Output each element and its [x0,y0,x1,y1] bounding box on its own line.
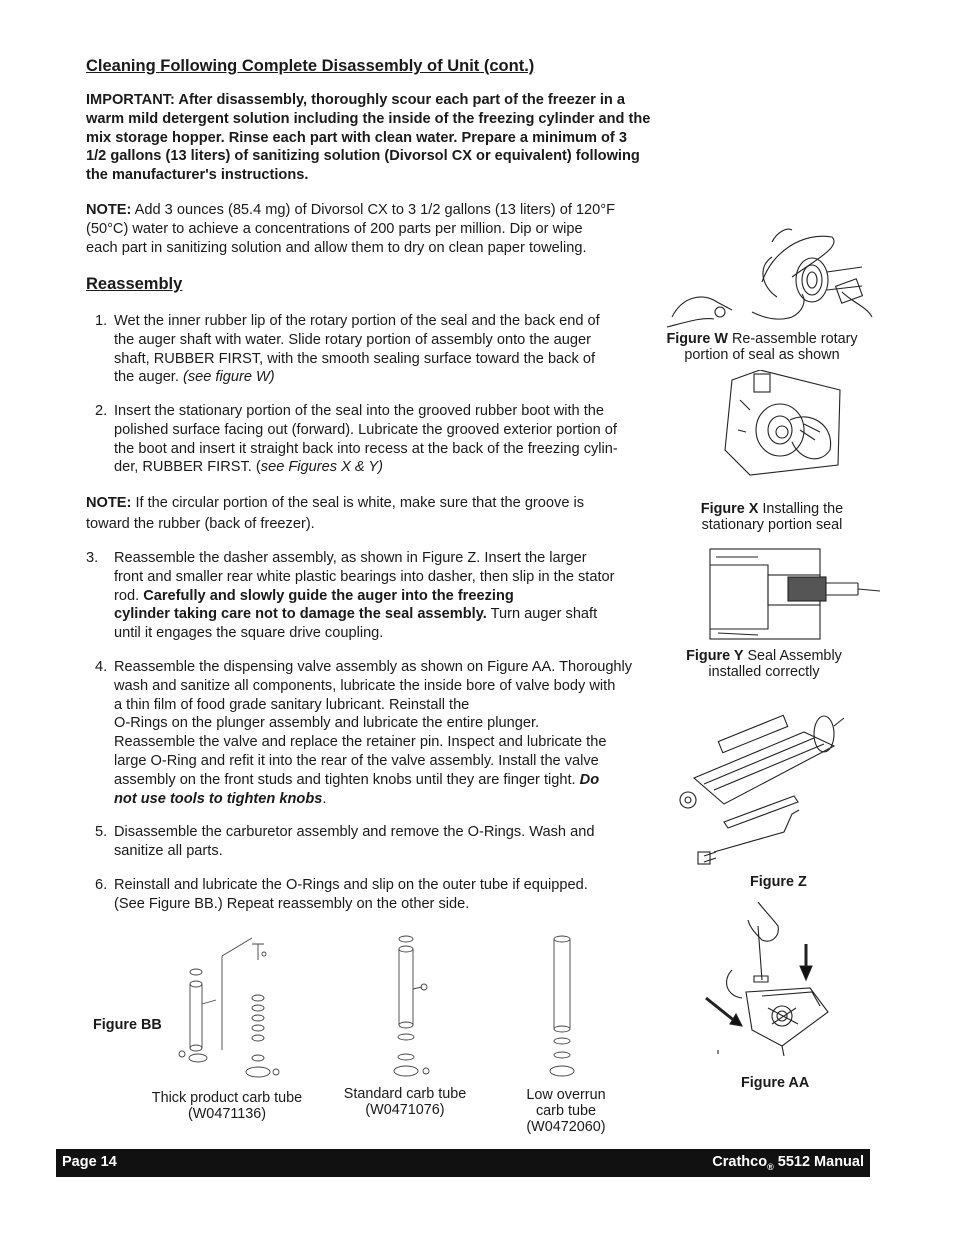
step-line: Reassemble the valve and replace the retainer pin. Inspect and lubricate the [114,734,607,751]
step-line: front and smaller rear white plastic bearings into dasher, then slip in the stator [114,568,615,585]
step-line: Turn auger shaft [486,606,598,623]
step-line: Reassemble the dasher assembly, as shown in Figure Z. Insert the larger [114,550,587,566]
important-paragraph [86,91,706,185]
step-line: the auger shaft with water. Slide rotary portion of assembly onto the auger [114,331,591,348]
figure-reference: see Figures X & Y) [260,459,383,476]
step-line: der, RUBBER FIRST. ( [114,459,261,476]
step-number: 1. [95,313,108,329]
step-line: the auger. [114,369,183,386]
caption-text: Seal Assembly [743,648,842,664]
part-number: (W0471076) [365,1102,445,1118]
figure-z-caption: Figure Z [750,874,807,890]
figure-y-caption [676,648,852,680]
thick-carb-tube-caption [143,1090,311,1122]
step-number: 4. [95,659,108,675]
manual-title [712,1154,864,1172]
caption-text: Re-assemble rotary [728,331,858,347]
note-seal-groove [86,493,666,534]
step-line: wash and sanitize all components, lubricate the inside bore of valve body with [114,677,616,694]
step-5-text [114,823,674,861]
figure-w-illustration [662,222,874,332]
warning-text: not use tools to tighten knobs [114,790,323,807]
figure-aa-caption: Figure AA [741,1075,810,1091]
section-heading-reassembly: Reassembly [86,275,183,293]
registered-mark: ® [767,1161,774,1172]
warning-text: Do [579,771,600,788]
important-line: the manufacturer's instructions. [86,167,309,184]
important-line: mix storage hopper. Rinse each part with clean water. Prepare a minimum of 3 [86,129,627,146]
step-line: O-Rings on the plunger assembly and lubricate the entire plunger. [114,715,540,732]
step-number: 3. [86,550,99,566]
step-line: large O-Ring and refit it into the rear of the valve assembly. Install the valve [114,752,599,769]
note-text: each part in sanitizing solution and allow them to dry on clean paper toweling. [86,239,587,256]
step-line: rod. [114,587,144,604]
note-text: If the circular portion of the seal is white, make sure that the groove is [131,495,585,511]
note-text: toward the rubber (back of freezer). [86,515,315,532]
low-overrun-carb-tube-illustration [548,933,586,1083]
figure-x-illustration [720,370,842,478]
figure-y-illustration [708,545,880,645]
step-line: sanitize all parts. [114,842,223,859]
step-line: . [322,790,327,807]
step-line: Disassemble the carburetor assembly and remove the O-Rings. Wash and [114,824,595,840]
thick-carb-tube-illustration [172,934,284,1090]
step-line: assembly on the front studs and tighten knobs until they are finger tight. [114,771,580,788]
step-2-text [114,402,674,477]
warning-text: Carefully and slowly guide the auger into the freezing [143,587,514,604]
step-number: 2. [95,403,108,419]
caption-text: Thick product carb tube [151,1090,303,1106]
page-footer [56,1149,870,1177]
note-sanitizing [86,201,686,257]
step-line: until it engages the square drive coupling. [114,625,384,642]
step-line: polished surface facing out (forward). Lubricate the grooved exterior portion of [114,421,617,438]
step-6-text [114,876,674,914]
figure-label: Figure W [666,331,728,347]
step-line: the boot and insert it straight back into recess at the back of the freezing cylin- [114,440,618,457]
step-number: 5. [95,824,108,840]
part-number: (W0472060) [526,1119,606,1135]
step-line: (See Figure BB.) Repeat reassembly on the other side. [114,895,470,912]
caption-text: Low overrun [526,1087,606,1103]
important-line: 1/2 gallons (13 liters) of sanitizing solution (Divorsol CX or equivalent) following [86,148,640,165]
figure-aa-illustration [702,900,832,1060]
low-overrun-carb-tube-caption [500,1087,632,1135]
note-text: Add 3 ounces (85.4 mg) of Divorsol CX to 3 1/2 gallons (13 liters) of 120°F [131,202,616,218]
figure-label: Figure Y [686,648,744,664]
manual-name: 5512 Manual [773,1154,864,1170]
brand-name: Crathco [712,1154,768,1170]
section-heading-cleaning: Cleaning Following Complete Disassembly of Unit (cont.) [86,57,535,75]
step-line: a thin film of food grade sanitary lubricant. Reinstall the [114,696,470,713]
standard-carb-tube-caption [332,1086,478,1118]
step-number: 6. [95,877,108,893]
caption-text: portion of seal as shown [684,347,840,363]
step-1-text [114,312,674,387]
step-4-text [114,658,684,808]
caption-text: installed correctly [708,664,820,680]
figure-w-caption [650,331,874,363]
step-line: Reinstall and lubricate the O-Rings and slip on the outer tube if equipped. [114,877,588,893]
figure-x-caption [662,501,882,533]
important-line: warm mild detergent solution including the inside of the freezing cylinder and the [86,110,651,127]
part-number: (W0471136) [187,1106,267,1122]
step-line: Reassemble the dispensing valve assembly as shown on Figure AA. Thoroughly [114,659,633,675]
caption-text: Standard carb tube [343,1086,467,1102]
note-text: (50°C) water to achieve a concentrations of 200 parts per million. Dip or wipe [86,220,583,237]
important-line: IMPORTANT: After disassembly, thoroughly scour each part of the freezer in a [86,92,625,108]
standard-carb-tube-illustration [392,933,436,1083]
figure-bb-caption: Figure BB [93,1017,162,1033]
step-3-text [114,549,674,643]
figure-label: Figure X [700,501,759,517]
figure-reference: (see figure W) [182,369,275,386]
step-line: Wet the inner rubber lip of the rotary portion of the seal and the back end of [114,313,600,329]
caption-text: carb tube [535,1103,596,1119]
caption-text: Installing the [758,501,844,517]
figure-z-illustration [674,706,846,870]
note-label: NOTE: [86,495,132,511]
page-number: Page 14 [62,1154,117,1170]
step-line: shaft, RUBBER FIRST, with the smooth sealing surface toward the back of [114,350,595,367]
note-label: NOTE: [86,202,132,218]
step-line: Insert the stationary portion of the seal into the grooved rubber boot with the [114,403,605,419]
caption-text: stationary portion seal [701,517,843,533]
warning-text: cylinder taking care not to damage the seal assembly. [114,606,487,623]
